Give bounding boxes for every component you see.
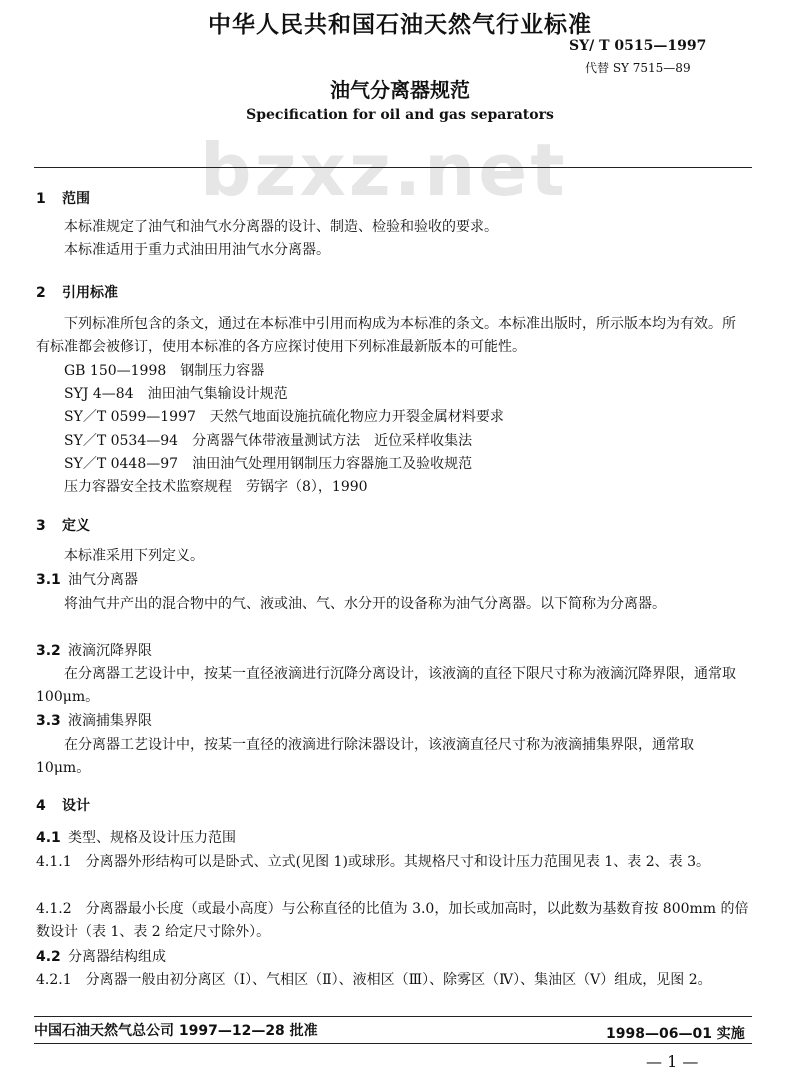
definition-3-1-heading	[36, 569, 138, 589]
org-title: 中华人民共和国石油天然气行业标准	[208, 12, 592, 38]
definition-3-3-heading	[36, 710, 152, 730]
paragraph: 4.2.1 分离器一般由初分离区（Ⅰ）、气相区（Ⅱ）、液相区（Ⅲ）、除雾区（Ⅳ）、集油区（Ⅴ）组成，见图 2。	[36, 972, 712, 988]
paragraph: 将油气井产出的混合物中的气、液或油、气、水分开的设备称为油气分离器。以下简称为分离器。	[64, 596, 666, 612]
standard-code: SY/ T 0515—1997	[569, 38, 707, 54]
paragraph: 下列标准所包含的条文，通过在本标准中引用而构成为本标准的条文。本标准出版时，所示版本均为有效。所有标准都会被修订，使用本标准的各方应探讨使用下列标准最新版本的可能性。	[36, 316, 736, 355]
section-1-heading	[36, 188, 90, 208]
paragraph: 本标准采用下列定义。	[64, 548, 204, 564]
effective-date: 1998—06—01 实施	[606, 1026, 745, 1042]
footer-rule	[34, 1016, 752, 1017]
clause-title: 分离器结构组成	[68, 949, 166, 965]
clause-number: 3.1	[36, 572, 61, 588]
section-4-heading	[36, 795, 90, 815]
paragraph: 本标准适用于重力式油田用油气水分离器。	[64, 242, 330, 258]
clause-title: 液滴沉降界限	[68, 643, 152, 659]
paragraph: 4.1.1 分离器外形结构可以是卧式、立式(见图 1)或球形。其规格尺寸和设计压力范围见表 1、表 2、表 3。	[36, 854, 710, 870]
clause-4-1-heading	[36, 827, 236, 847]
section-number: 2	[36, 285, 46, 301]
definition-3-1-body	[36, 593, 749, 616]
reference-item: SYJ 4—84 油田油气集输设计规范	[64, 386, 288, 402]
footer-rule-bottom	[34, 1043, 752, 1044]
section-2-heading	[36, 282, 118, 302]
section-number: 1	[36, 191, 46, 207]
section-title: 引用标准	[62, 285, 118, 301]
clause-title: 油气分离器	[68, 572, 138, 588]
clause-4-1-2	[36, 898, 749, 944]
clause-4-1-1	[36, 851, 749, 874]
section-number: 4	[36, 798, 46, 814]
clause-4-2-heading	[36, 946, 166, 966]
section-3-heading	[36, 515, 90, 535]
reference-item: SY／T 0599—1997 天然气地面设施抗硫化物应力开裂金属材料要求	[64, 409, 504, 425]
clause-4-2-1	[36, 969, 749, 992]
header-rule	[34, 167, 752, 168]
section-title: 设计	[62, 798, 90, 814]
section-2-intro	[36, 313, 749, 359]
clause-number: 4.2	[36, 949, 61, 965]
clause-number: 3.2	[36, 643, 61, 659]
clause-title: 类型、规格及设计压力范围	[68, 830, 236, 846]
reference-item: GB 150—1998 钢制压力容器	[64, 363, 265, 379]
definition-3-2-heading	[36, 640, 152, 660]
clause-number: 4.1	[36, 830, 61, 846]
definition-3-3-body	[36, 734, 749, 780]
paragraph: 在分离器工艺设计中，按某一直径液滴进行沉降分离设计，该液滴的直径下限尺寸称为液滴沉降界限，通常取 100μm。	[36, 666, 736, 705]
section-3-intro	[36, 545, 749, 568]
page-number: — 1 —	[646, 1052, 699, 1071]
reference-item: SY／T 0534—94 分离器气体带液量测试方法 近位采样收集法	[64, 433, 473, 449]
paragraph: 本标准规定了油气和油气水分离器的设计、制造、检验和验收的要求。	[64, 219, 498, 235]
section-title: 范围	[62, 191, 90, 207]
approval-note: 中国石油天然气总公司 1997—12—28 批准	[34, 1023, 318, 1039]
document-title: 油气分离器规范	[330, 78, 470, 102]
reference-item: 压力容器安全技术监察规程 劳锅字（8），1990	[64, 479, 368, 495]
replaces-note: 代替 SY 7515—89	[585, 61, 691, 75]
section-1-body	[36, 216, 749, 262]
clause-number: 3.3	[36, 713, 61, 729]
section-number: 3	[36, 518, 46, 534]
watermark: bzxz.net	[200, 128, 568, 212]
paragraph: 4.1.2 分离器最小长度（或最小高度）与公称直径的比值为 3.0，加长或加高时，以此数为基数育按 800mm 的倍数设计（表 1、表 2 给定尺寸除外）。	[36, 901, 749, 940]
clause-title: 液滴捕集界限	[68, 713, 152, 729]
paragraph: 在分离器工艺设计中，按某一直径的液滴进行除沫器设计，该液滴直径尺寸称为液滴捕集界限，通常取 10μm。	[36, 737, 694, 776]
document-subtitle: Specification for oil and gas separators	[246, 107, 554, 123]
section-title: 定义	[62, 518, 90, 534]
definition-3-2-body	[36, 663, 749, 709]
reference-item: SY／T 0448—97 油田油气处理用钢制压力容器施工及验收规范	[64, 456, 473, 472]
